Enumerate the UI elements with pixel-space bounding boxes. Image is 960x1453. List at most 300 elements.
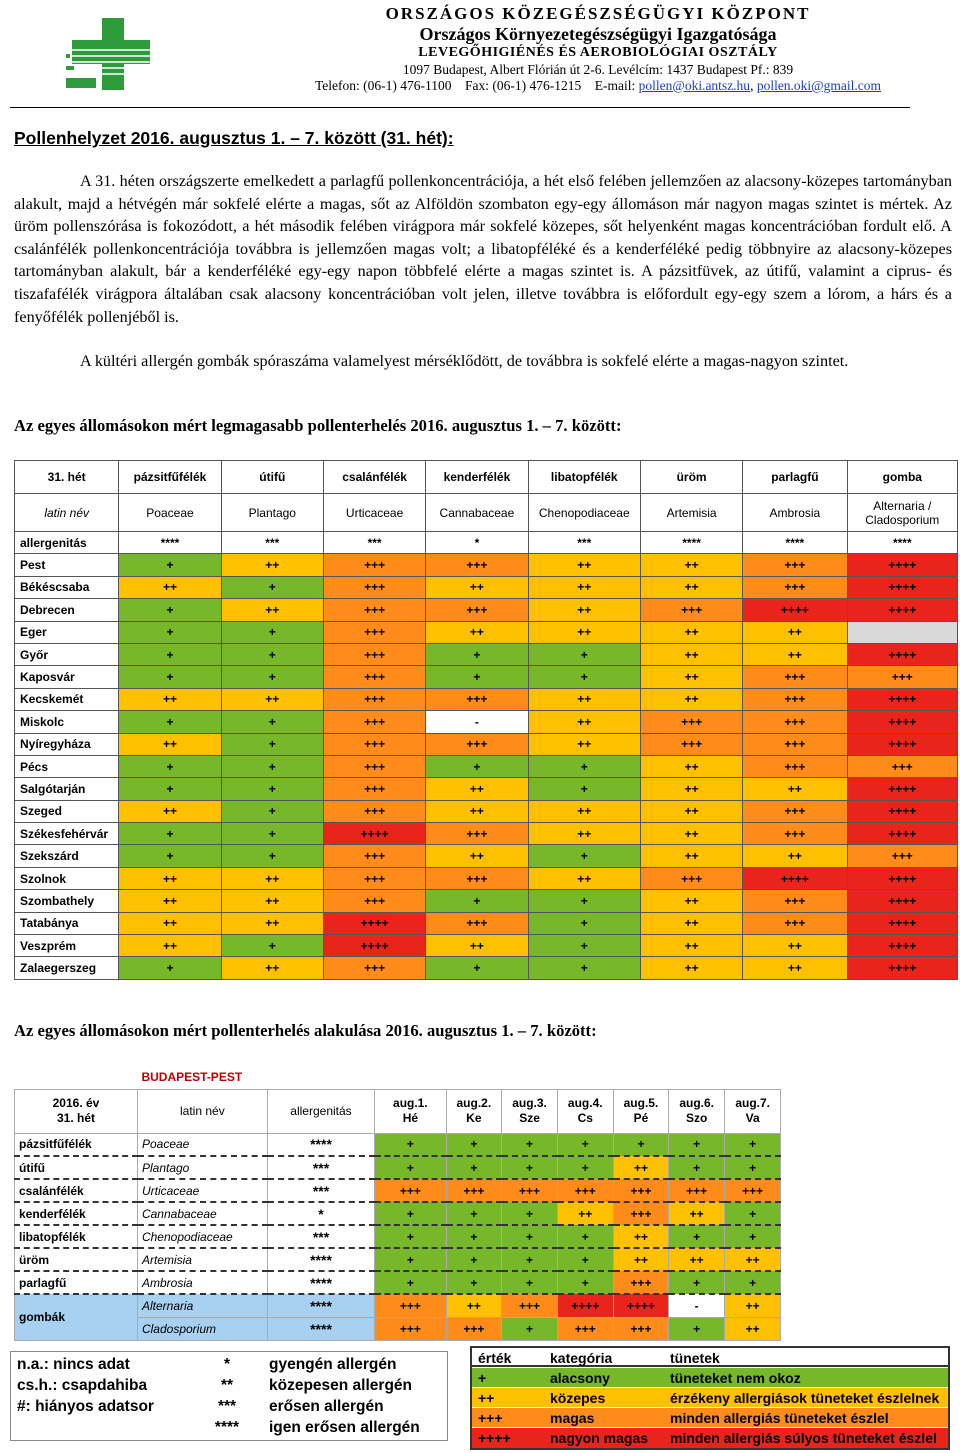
legend-category: nagyon magas [550,1430,649,1446]
pollen-latin: Artemisia [137,1248,267,1271]
pollen-level-cell: + [221,845,323,867]
email-link-1[interactable]: pollen@oki.antsz.hu [638,77,751,93]
pollen-level-cell: + [528,666,640,688]
daily-level-cell: + [502,1248,558,1271]
pollen-level-cell: ++ [743,643,847,665]
daily-level-cell: + [557,1271,613,1294]
pollen-name: üröm [15,1248,138,1271]
pollen-daily-row [15,1179,822,1202]
station-name: Szombathely [15,890,119,912]
daily-level-cell: + [446,1156,502,1179]
pollen-level-cell: ++ [528,576,640,598]
daily-level-cell: + [375,1133,446,1156]
pollen-level-cell: ++ [221,890,323,912]
station-name: Kaposvár [15,666,119,688]
email-link-2[interactable]: pollen.oki@gmail.com [756,77,881,93]
pollen-level-cell: + [221,778,323,800]
day-date: aug.2. [456,1096,492,1110]
station-name: Pécs [15,755,119,777]
pollen-name: csalánfélék [15,1179,138,1202]
pollen-level-cell: + [426,643,528,665]
station-name: Veszprém [15,935,119,957]
pollen-level-cell: ++ [640,935,742,957]
pollen-level-cell: ++ [640,823,742,845]
legend-category: magas [550,1410,595,1426]
pollen-level-cell [847,621,957,643]
pollen-level-cell: ++ [640,800,742,822]
station-row [15,733,958,755]
legend-symbol: * [223,1356,231,1373]
pollen-level-cell: + [119,755,221,777]
pollen-level-cell: ++ [221,599,323,621]
pollen-level-cell: ++ [426,800,528,822]
pollen-level-cell: ++ [119,576,221,598]
pollen-name: pázsitfűfélék [15,1133,138,1156]
daily-level-cell: +++ [446,1179,502,1202]
day-header [502,1089,558,1133]
pollen-level-cell: ++++ [847,823,957,845]
legend-symptom: érzékeny allergiások tüneteket észlelnek [670,1390,940,1406]
pollen-latin: Cannabaceae [137,1202,267,1225]
pollen-level-cell: + [221,576,323,598]
table1-col-header: 31. hét [15,461,119,494]
pollen-level-cell: ++ [119,935,221,957]
pollen-level-cell: ++ [119,733,221,755]
pollen-name: parlagfű [15,1271,138,1294]
legend-category-row [472,1428,948,1448]
station-row [15,621,958,643]
pollen-level-cell: +++ [323,576,425,598]
pollen-level-cell: ++ [426,576,528,598]
daily-level-cell: +++ [613,1179,669,1202]
pollen-level-cell: ++ [221,554,323,576]
pollen-level-cell: ++++ [323,912,425,934]
pollen-level-cell: +++ [426,867,528,889]
pollen-level-cell: +++ [743,554,847,576]
pollen-level-cell: + [119,554,221,576]
station-row [15,823,958,845]
daily-level-cell: + [502,1202,558,1225]
summary-paragraph: A 31. héten országszerte emelkedett a parlagfű pollenkoncentrációja, a hét első felében jellemzően az alacsony-közepes tartományban alakult, majd a hétvégén már sokfelé elérte a magas, sőt az Alföldön szombaton egy-egy állomáson már nagyon magas szintet is mértek. Az üröm pollenszórása is fokozódott, a hét második felében virágpora már sokfelé közepes, sőt helyenként magas koncentrációban fordult elő. A csalánfélék pollenkoncentrációja továbbra is jellemzően magas volt; a libatopféléké és a kenderféléké pedig többnyire az alacsony-közepes tartományban alakult, bár a kenderféléké egy-egy napon többfelé elérte a magas szintet is. A pázsitfüvek, az útifű, valamint a ciprus- és tiszafafélék virágpora általában csak alacsony koncentrációban volt jelen, illetve továbbra is előfordult egy-egy szem a lórom, a hárs és a fenyőfélék pollenjéből is. [14,172,952,326]
pollen-level-cell: ++ [640,845,742,867]
pollen-level-cell: ++ [640,890,742,912]
pollen-level-cell: ++++ [847,554,957,576]
pollen-level-cell: +++ [743,823,847,845]
pollen-level-cell: + [119,957,221,979]
daily-level-cell: ++ [557,1202,613,1225]
station-row [15,576,958,598]
station-row [15,935,958,957]
day-weekday: Sze [519,1111,540,1125]
daily-level-cell: +++ [502,1294,558,1317]
allergen-value: *** [323,532,425,554]
table1-latin-row [15,494,958,532]
pollen-level-cell: ++ [221,957,323,979]
legend-header: kategória [544,1348,664,1367]
pollen-level-cell: ++ [221,688,323,710]
pollen-level-cell: +++ [847,755,957,777]
table1-col-header: parlagfű [743,461,847,494]
day-header [557,1089,613,1133]
pollen-level-cell: ++ [743,845,847,867]
fungi-allergen: **** [267,1317,374,1340]
station-row [15,778,958,800]
pollen-level-cell: + [528,755,640,777]
legend-description: gyengén allergén [269,1356,397,1373]
daily-level-cell: + [502,1317,558,1340]
legend-description: erősen allergén [269,1398,384,1415]
pollen-level-cell: + [426,890,528,912]
allergen-value: *** [528,532,640,554]
pollen-latin: Plantago [137,1156,267,1179]
pollen-level-cell: +++ [743,666,847,688]
pollen-level-cell: + [119,845,221,867]
legend-value: +++ [478,1410,503,1426]
daily-level-cell: + [557,1248,613,1271]
allergen-value: **** [640,532,742,554]
daily-level-cell: +++ [557,1179,613,1202]
legend-category-row [472,1388,948,1408]
daily-level-cell: +++ [375,1294,446,1317]
pollen-level-cell: +++ [323,845,425,867]
pollen-level-cell: +++ [743,800,847,822]
table1-col-header: csalánfélék [323,461,425,494]
fungi-paragraph: A kültéri allergén gombák spóraszáma valamelyest mérséklődött, de továbbra is sokfelé elérte a magas-nagyon szintet. [80,352,849,370]
daily-level-cell: + [669,1133,725,1156]
daily-level-cell: +++ [669,1179,725,1202]
pollen-level-cell: ++ [640,643,742,665]
station-row [15,957,958,979]
station-name: Debrecen [15,599,119,621]
station-name: Salgótarján [15,778,119,800]
daily-level-cell: + [725,1271,781,1294]
allergen-header: allergenitás [267,1089,374,1133]
legend-key: #: hiányos adatsor [17,1398,154,1415]
pollen-level-cell: +++ [323,599,425,621]
pollen-level-cell: ++++ [743,867,847,889]
pollen-daily-row [15,1271,822,1294]
table1-header-row [15,461,958,494]
pollen-level-cell: ++++ [323,935,425,957]
legend-header-row [472,1348,948,1368]
pollen-level-cell: +++ [426,599,528,621]
station-row [15,845,958,867]
header-divider [10,107,910,108]
pollen-level-cell: + [119,778,221,800]
day-date: aug.1. [393,1096,428,1110]
pollen-level-cell: ++ [743,778,847,800]
daily-level-cell: + [557,1156,613,1179]
pollen-level-cell: +++ [640,711,742,733]
pollen-level-cell: +++ [426,823,528,845]
latin-name: Artemisia [640,494,742,532]
pollen-level-cell: + [221,823,323,845]
day-date: aug.6. [679,1096,714,1110]
pollen-level-cell: ++++ [323,823,425,845]
pollen-level-cell: + [528,957,640,979]
daily-level-cell: + [375,1156,446,1179]
budapest-daily-table [14,1066,822,1341]
fungi-allergen: **** [267,1294,374,1317]
latin-name: Chenopodiaceae [528,494,640,532]
pollen-allergen: * [267,1202,374,1225]
daily-level-cell: + [446,1248,502,1271]
station-row [15,643,958,665]
pollen-level-cell: + [426,666,528,688]
table1-allergen-row [15,532,958,554]
day-header [375,1089,446,1133]
daily-level-cell: ++++ [557,1294,613,1317]
table1-col-header: gomba [847,461,957,494]
station-row [15,800,958,822]
daily-level-cell: + [669,1156,725,1179]
header-email-label: E-mail: [594,77,636,93]
daily-level-cell: + [502,1225,558,1248]
pollen-level-cell: ++ [743,621,847,643]
daily-level-cell: +++ [502,1179,558,1202]
pollen-level-cell: +++ [323,621,425,643]
daily-level-cell: +++ [446,1317,502,1340]
year-week-cell [15,1089,138,1133]
day-date: aug.4. [567,1096,603,1110]
pollen-allergen: **** [267,1133,374,1156]
station-row [15,867,958,889]
station-name: Szeged [15,800,119,822]
legend-symptom: minden allergiás tüneteket észlel [670,1410,889,1426]
station-name: Székesfehérvár [15,823,119,845]
pollen-level-cell: ++ [528,599,640,621]
pollen-level-cell: + [221,643,323,665]
pollen-level-cell: + [221,621,323,643]
pollen-level-cell: +++ [743,755,847,777]
day-weekday: Szo [685,1111,708,1125]
pollen-daily-row [15,1248,822,1271]
pollen-level-cell: ++ [119,867,221,889]
pollen-daily-row [15,1156,822,1179]
pollen-level-cell: ++++ [847,912,957,934]
legend-category-row [472,1368,948,1388]
allergen-label: allergenitás [15,532,119,554]
pollen-level-cell: +++ [323,778,425,800]
year-label: 2016. év [52,1096,100,1110]
pollen-level-cell: + [426,957,528,979]
pollen-level-cell: +++ [426,733,528,755]
pollen-name: libatopfélék [15,1225,138,1248]
legend-value: ++ [478,1390,495,1406]
daily-level-cell: + [446,1225,502,1248]
table1-col-header: kenderfélék [426,461,528,494]
pollen-level-cell: ++ [640,957,742,979]
day-header [725,1089,781,1133]
pollen-level-cell: ++++ [847,711,957,733]
latin-name: Urticaceae [323,494,425,532]
daily-level-cell: ++ [669,1248,725,1271]
pollen-level-cell: +++ [323,711,425,733]
allergenicity-legend [10,1351,448,1441]
daily-level-cell: + [557,1225,613,1248]
pollen-level-cell: + [119,599,221,621]
daily-level-cell: ++ [613,1248,669,1271]
pollen-latin: Ambrosia [137,1271,267,1294]
pollen-level-cell: + [221,800,323,822]
pollen-level-cell: ++ [640,554,742,576]
header-line1: ORSZÁGOS KÖZEGÉSZSÉGÜGYI KÖZPONT [385,4,811,23]
station-name: Zalaegerszeg [15,957,119,979]
pollen-level-cell: +++ [323,666,425,688]
pollen-level-cell: +++ [323,755,425,777]
header-fax: Fax: (06-1) 476-1215 [465,77,582,93]
table1-col-header: útifű [221,461,323,494]
daily-level-cell: + [375,1271,446,1294]
pollen-level-cell: +++ [426,554,528,576]
latin-name: Cannabaceae [426,494,528,532]
day-weekday: Hé [402,1111,419,1125]
pollen-level-cell: ++ [119,912,221,934]
station-pollen-table [14,460,958,980]
pollen-level-cell: + [221,666,323,688]
latin-header: latin név [137,1089,267,1133]
daily-level-cell: +++ [613,1271,669,1294]
pollen-level-cell: + [528,912,640,934]
pollen-level-cell: ++ [640,621,742,643]
pollen-level-cell: ++++ [847,957,957,979]
legend-key: cs.h.: csapdahiba [17,1377,148,1394]
pollen-level-cell: ++ [640,666,742,688]
pollen-level-cell: +++ [323,800,425,822]
station-row [15,755,958,777]
daily-level-cell: + [375,1202,446,1225]
table1-col-header: üröm [640,461,742,494]
pollen-level-cell: ++++ [847,599,957,621]
pollen-level-cell: ++ [426,845,528,867]
day-date: aug.5. [623,1096,659,1110]
daily-level-cell: ++ [725,1248,781,1271]
daily-level-cell: + [502,1133,558,1156]
pollen-level-cell: ++ [119,800,221,822]
pollen-level-cell: + [119,643,221,665]
pollen-level-cell: ++++ [847,867,957,889]
daily-level-cell: ++ [725,1294,781,1317]
pollen-allergen: **** [267,1271,374,1294]
daily-level-cell: + [725,1225,781,1248]
daily-level-cell: ++ [446,1294,502,1317]
pollen-level-cell: +++ [743,733,847,755]
pollen-level-cell: + [221,755,323,777]
latin-name: Alternaria / Cladosporium [847,494,957,532]
pollen-level-cell: ++ [426,935,528,957]
section-title-stations: Az egyes állomásokon mért legmagasabb pollenterhelés 2016. augusztus 1. – 7. között: [14,416,622,435]
pollen-level-cell: + [528,643,640,665]
station-row [15,599,958,621]
pollen-level-cell: ++ [426,621,528,643]
pollen-level-cell: ++++ [847,688,957,710]
daily-level-cell: ++ [613,1225,669,1248]
daily-level-cell: + [669,1317,725,1340]
station-row [15,554,958,576]
pollen-level-cell: + [528,845,640,867]
station-name: Szekszárd [15,845,119,867]
station-name: Eger [15,621,119,643]
legend-category: közepes [550,1390,606,1406]
pollen-level-cell: + [528,935,640,957]
daily-level-cell: + [375,1225,446,1248]
legend-category: alacsony [550,1370,610,1386]
pollen-name: kenderfélék [15,1202,138,1225]
legend-symbol: ** [220,1377,234,1394]
daily-level-cell: + [446,1133,502,1156]
daily-level-cell: + [502,1271,558,1294]
pollen-level-cell: ++ [640,576,742,598]
pollen-level-cell: ++++ [743,599,847,621]
pollen-level-cell: +++ [323,643,425,665]
station-name: Szolnok [15,867,119,889]
daily-level-cell: + [725,1202,781,1225]
pollen-level-cell: ++ [640,688,742,710]
station-row [15,890,958,912]
pollen-level-cell: ++ [528,688,640,710]
institution-header [288,4,908,94]
daily-level-cell: ++ [725,1317,781,1340]
station-name: Pest [15,554,119,576]
pollen-level-cell: ++ [426,778,528,800]
day-header [613,1089,669,1133]
pollen-level-cell: ++ [743,935,847,957]
allergen-value: **** [743,532,847,554]
table2-city-row [15,1066,822,1089]
daily-level-cell: + [446,1202,502,1225]
allergen-value: **** [847,532,957,554]
pollen-level-cell: +++ [640,867,742,889]
pollen-daily-row [15,1202,822,1225]
legend-description: igen erősen allergén [269,1419,420,1436]
pollen-level-cell: +++ [426,688,528,710]
station-name: Miskolc [15,711,119,733]
station-row [15,711,958,733]
pollen-level-cell: ++ [640,912,742,934]
pollen-level-cell: +++ [426,912,528,934]
daily-level-cell: +++ [613,1202,669,1225]
daily-level-cell: + [375,1248,446,1271]
legend-symptom: tüneteket nem okoz [670,1370,801,1386]
daily-level-cell: ++ [669,1202,725,1225]
pollen-level-cell: +++ [743,890,847,912]
table2-header-row [15,1089,822,1133]
pollen-level-cell: ++++ [847,733,957,755]
legend-description: közepesen allergén [269,1377,413,1394]
station-name: Győr [15,643,119,665]
pollen-allergen: **** [267,1248,374,1271]
legend-value: + [478,1370,487,1386]
day-header [446,1089,502,1133]
allergen-value: *** [221,532,323,554]
daily-level-cell: + [446,1271,502,1294]
latin-name: Plantago [221,494,323,532]
pollen-allergen: *** [267,1156,374,1179]
station-row [15,912,958,934]
pollen-level-cell: ++ [528,823,640,845]
legend-key: n.a.: nincs adat [17,1356,130,1373]
pollen-level-cell: ++++ [847,643,957,665]
pollen-level-cell: +++ [323,554,425,576]
pollen-level-cell: + [221,935,323,957]
latin-name: Ambrosia [743,494,847,532]
legend-symptom: minden allergiás súlyos tüneteket észlel [670,1430,937,1446]
pollen-daily-row [15,1225,822,1248]
pollen-latin: Chenopodiaceae [137,1225,267,1248]
pollen-level-cell: +++ [640,599,742,621]
pollen-level-cell: ++ [119,688,221,710]
pollen-level-cell: +++ [743,912,847,934]
